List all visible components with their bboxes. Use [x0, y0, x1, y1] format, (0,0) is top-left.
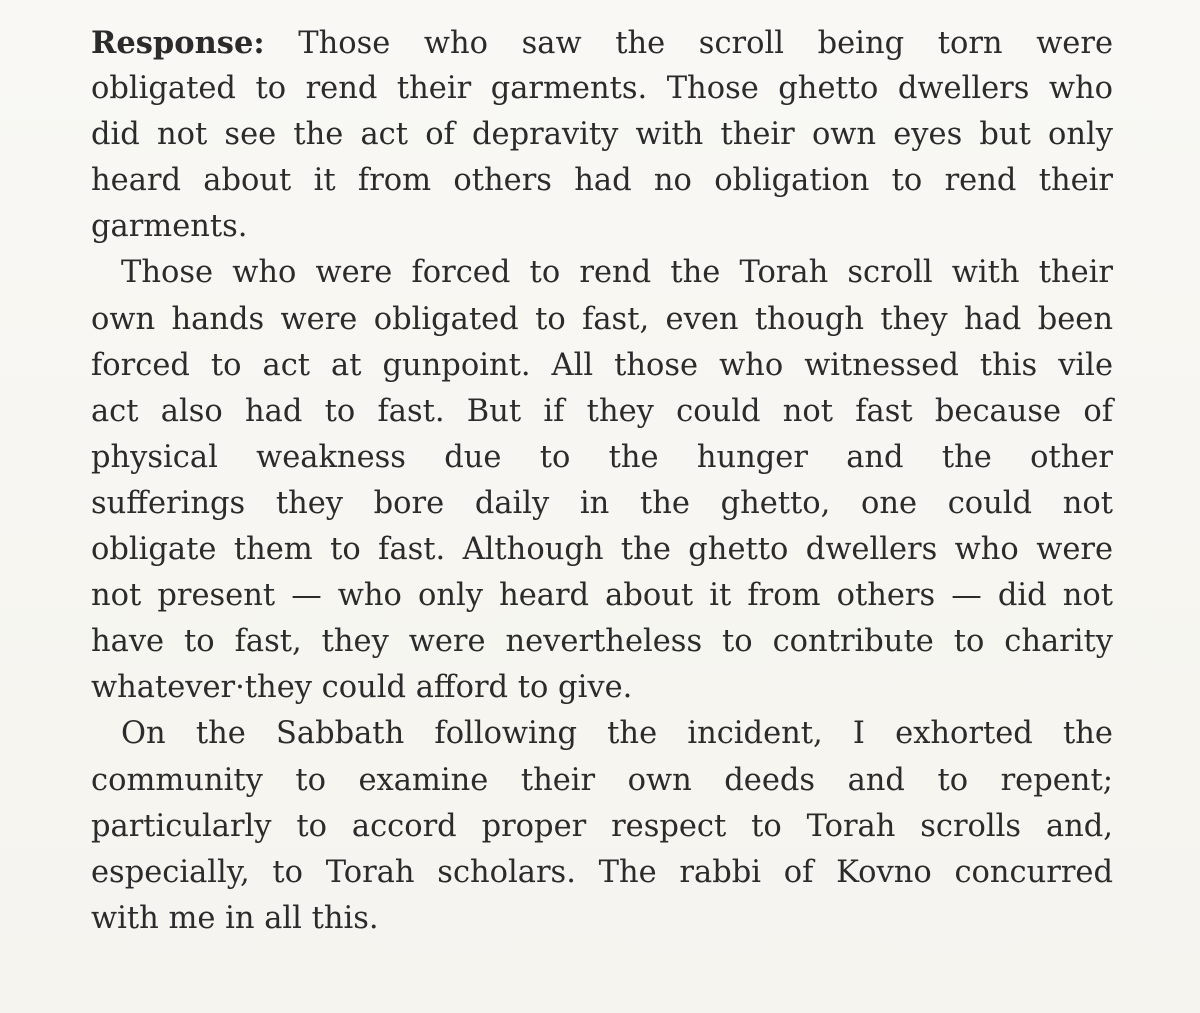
paragraph-3-line-1: On the Sabbath following the incident, I exhorted the	[121, 716, 1113, 752]
paragraph-2-line-2: own hands were obligated to fast, even though they had been	[91, 301, 1113, 337]
paragraph-2-line-7: obligate them to fast. Although the ghetto dwellers who were	[91, 532, 1113, 568]
paragraph-1-line-1-text: Those who saw the scroll being torn were	[264, 26, 1113, 61]
response-heading: Response:	[91, 25, 265, 61]
paragraph-2-line-4: act also had to fast. But if they could not fast because of	[91, 393, 1113, 429]
paragraph-2-line-8: not present — who only heard about it from others — did not	[91, 578, 1113, 614]
paragraph-3-line-2: community to examine their own deeds and to repent;	[91, 762, 1113, 798]
text-body	[91, 20, 1113, 942]
paragraph-2-line-3: forced to act at gunpoint. All those who witnessed this vile	[91, 347, 1113, 383]
paragraph-2-line-1: Those who were forced to rend the Torah scroll with their	[121, 255, 1113, 291]
paragraph-1-line-4: heard about it from others had no obligation to rend their	[91, 163, 1113, 199]
paragraph-3-line-3: particularly to accord proper respect to Torah scrolls and,	[91, 808, 1113, 844]
paragraph-2-line-10: whatever·they could afford to give.	[91, 670, 633, 706]
paragraph-2-line-6: sufferings they bore daily in the ghetto, one could not	[91, 485, 1113, 521]
paragraph-1-line-1	[91, 20, 1113, 66]
paragraph-3-line-5: with me in all this.	[91, 900, 379, 936]
paragraph-1-line-5: garments.	[91, 209, 248, 245]
paragraph-1-line-3: did not see the act of depravity with their own eyes but only	[91, 117, 1113, 153]
paragraph-1-line-2: obligated to rend their garments. Those ghetto dwellers who	[91, 71, 1113, 107]
paragraph-2-line-9: have to fast, they were nevertheless to contribute to charity	[91, 624, 1113, 660]
paragraph-2-line-5: physical weakness due to the hunger and the other	[91, 439, 1113, 475]
paragraph-3-line-4: especially, to Torah scholars. The rabbi of Kovno concurred	[91, 854, 1113, 890]
